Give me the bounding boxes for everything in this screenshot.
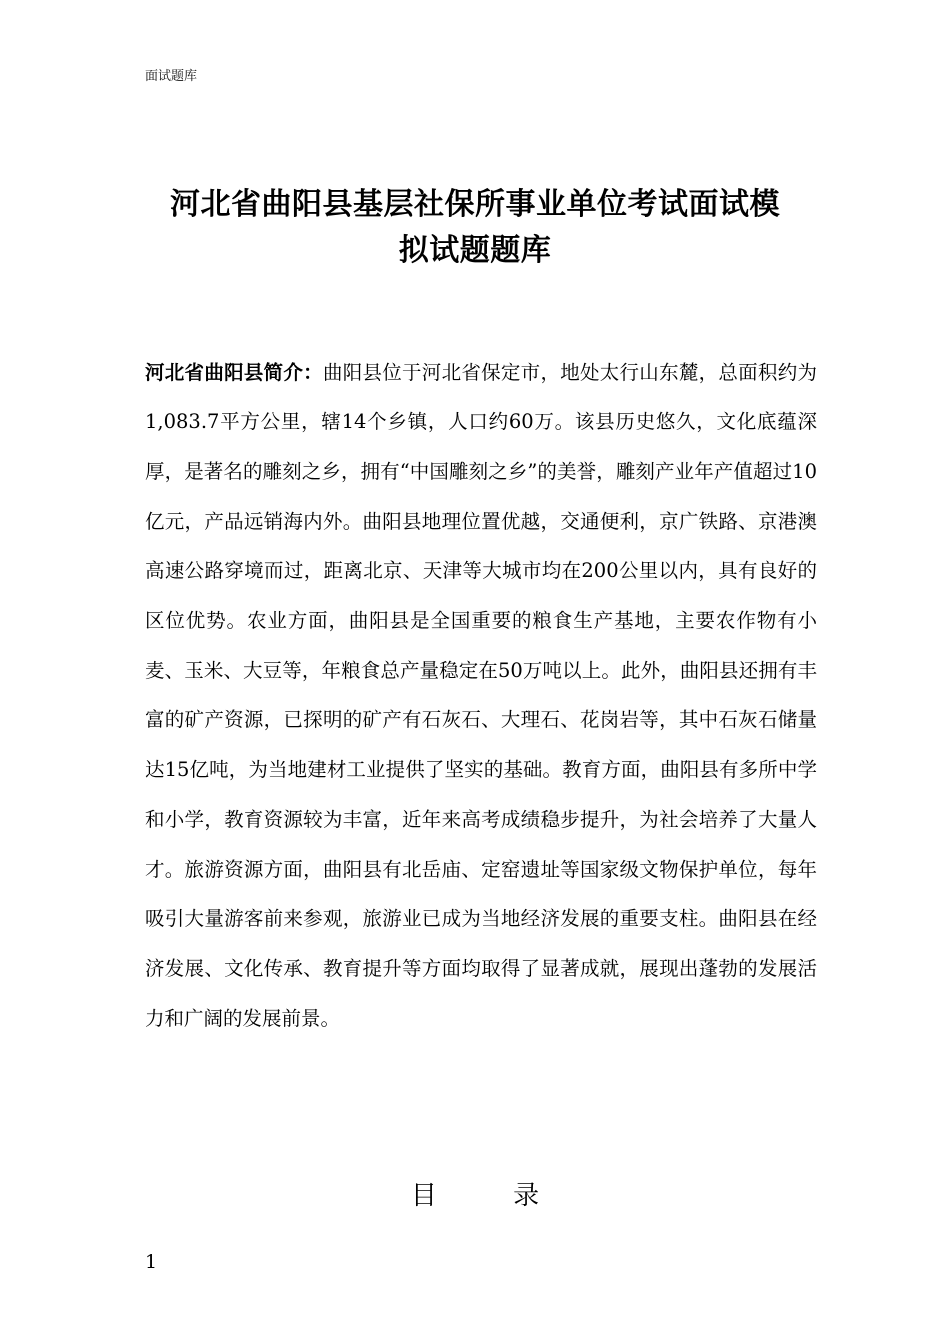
page-number: 1 bbox=[145, 1251, 158, 1273]
intro-lead: 河北省曲阳县简介： bbox=[145, 360, 323, 384]
table-of-contents-heading: 目 录 bbox=[410, 1181, 574, 1211]
title-line-2: 拟试题题库 bbox=[398, 233, 552, 268]
intro-body: 曲阳县位于河北省保定市，地处太行山东麓，总面积约为1,083.7平方公里，辖14个乡镇，人口约60万。该县历史悠久，文化底蕴深厚，是著名的雕刻之乡，拥有“中国雕刻之乡”的美誉，雕刻产业年产值超过10亿元，产品远销海内外。曲阳县地理位置优越，交通便利，京广铁路、京港澳高速公路穿境而过，距离北京、天津等大城市均在200公里以内，具有良好的区位优势。农业方面，曲阳县是全国重要的粮食生产基地，主要农作物有小麦、玉米、大豆等，年粮食总产量稳定在50万吨以上。此外，曲阳县还拥有丰富的矿产资源，已探明的矿产有石灰石、大理石、花岗岩等，其中石灰石储量达15亿吨，为当地建材工业提供了坚实的基础。教育方面，曲阳县有多所中学和小学，教育资源较为丰富，近年来高考成绩稳步提升，为社会培养了大量人才。旅游资源方面，曲阳县有北岳庙、定窑遗址等国家级文物保护单位，每年吸引大量游客前来参观，旅游业已成为当地经济发展的重要支柱。曲阳县在经济发展、文化传承、教育提升等方面均取得了显著成就，展现出蓬勃的发展活力和广阔的发展前景。 bbox=[145, 360, 817, 1030]
intro-paragraph bbox=[145, 348, 817, 1044]
document-title bbox=[140, 182, 810, 274]
running-header: 面试题库 bbox=[145, 69, 198, 84]
title-line-1: 河北省曲阳县基层社保所事业单位考试面试模 bbox=[170, 187, 780, 222]
